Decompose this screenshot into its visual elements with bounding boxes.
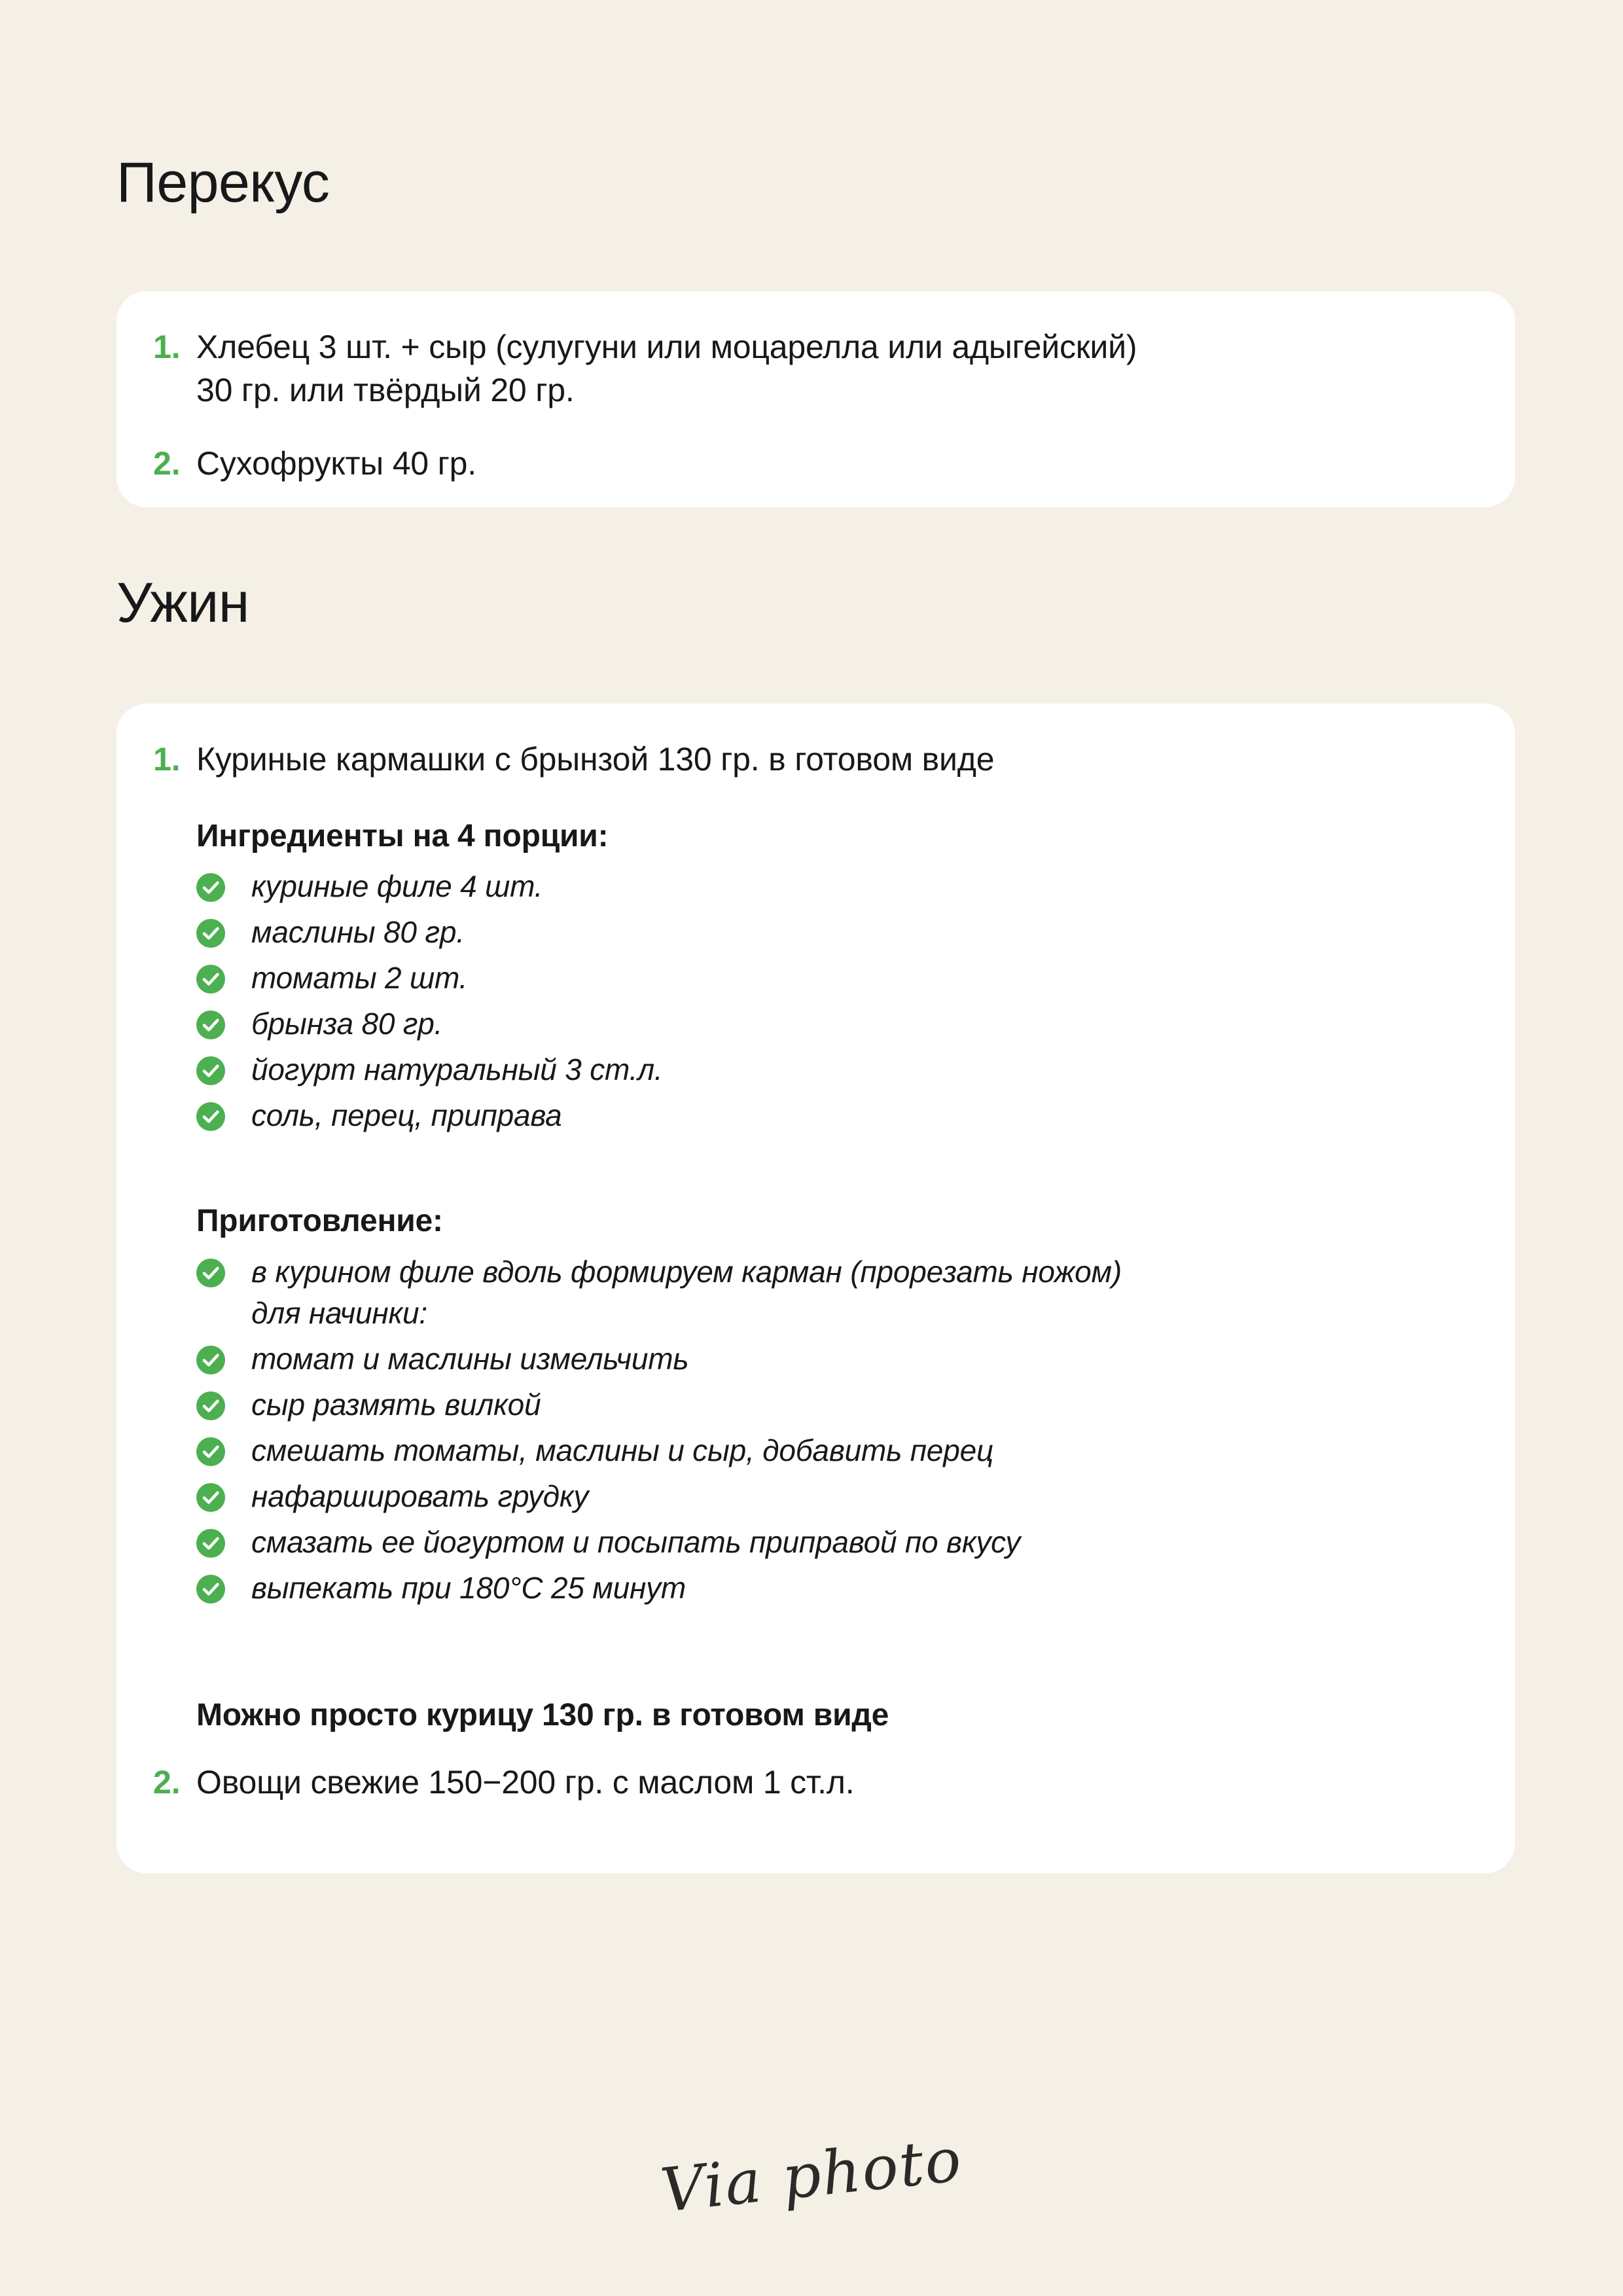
check-list-item xyxy=(196,958,1374,999)
check-list-item-text xyxy=(251,1095,562,1136)
check-list-item-line: нафаршировать грудку xyxy=(251,1479,589,1514)
check-circle-icon xyxy=(196,1529,225,1558)
list-marker: 1. xyxy=(153,741,181,778)
list-item xyxy=(153,1761,1370,1804)
list-item xyxy=(153,738,1370,781)
section-title-snack: Перекус xyxy=(116,151,330,214)
watermark-signature: Via photo xyxy=(657,2125,966,2226)
list-item-text xyxy=(196,442,476,485)
check-list-item xyxy=(196,912,1374,953)
list-item-line: Хлебец 3 шт. + сыр (сулугуни или моцарелла или адыгейский) xyxy=(196,329,1137,365)
check-circle-icon xyxy=(196,1346,225,1374)
check-list-item-text xyxy=(251,1049,663,1090)
check-list-item-text xyxy=(251,1251,1122,1334)
list-item-text xyxy=(196,325,1137,412)
check-list-item xyxy=(196,1338,1374,1380)
check-list-item-line: сыр размять вилкой xyxy=(251,1388,541,1422)
check-circle-icon xyxy=(196,1575,225,1604)
preparation-heading: Приготовление: xyxy=(196,1204,443,1238)
check-list-item-text xyxy=(251,1003,442,1045)
check-list-item-text xyxy=(251,1430,993,1471)
list-item-line: 30 гр. или твёрдый 20 гр. xyxy=(196,372,575,408)
check-list-item-line: куриные филе 4 шт. xyxy=(251,869,543,903)
check-list-item xyxy=(196,1522,1374,1563)
list-item-text xyxy=(196,738,994,781)
list-item-text xyxy=(196,1761,854,1804)
check-list-item-text xyxy=(251,866,543,907)
check-list-item xyxy=(196,1384,1374,1426)
check-list-item-line: в курином филе вдоль формируем карман (прорезать ножом) xyxy=(251,1255,1122,1289)
preparation-list xyxy=(196,1251,1374,1613)
check-list-item-text xyxy=(251,1522,1020,1563)
check-list-item-text xyxy=(251,912,465,953)
check-circle-icon xyxy=(196,1102,225,1131)
check-circle-icon xyxy=(196,1391,225,1420)
check-circle-icon xyxy=(196,1056,225,1085)
check-list-item-text xyxy=(251,1476,588,1517)
list-item-line: Сухофрукты 40 гр. xyxy=(196,445,476,482)
chicken-note: Можно просто курицу 130 гр. в готовом виде xyxy=(196,1698,889,1732)
check-list-item-line: смешать томаты, маслины и сыр, добавить перец xyxy=(251,1433,994,1468)
check-circle-icon xyxy=(196,919,225,948)
check-list-item xyxy=(196,1430,1374,1471)
check-list-item-text xyxy=(251,1338,688,1380)
list-item xyxy=(153,325,1370,412)
check-list-item xyxy=(196,1568,1374,1609)
check-list-item xyxy=(196,1095,1374,1136)
check-list-item xyxy=(196,1003,1374,1045)
check-list-item-line: йогурт натуральный 3 ст.л. xyxy=(251,1052,663,1087)
check-circle-icon xyxy=(196,1011,225,1039)
check-list-item xyxy=(196,1476,1374,1517)
check-circle-icon xyxy=(196,1259,225,1287)
check-list-item-line: смазать ее йогуртом и посыпать приправой по вкусу xyxy=(251,1525,1021,1560)
list-item-line: Овощи свежие 150−200 гр. с маслом 1 ст.л. xyxy=(196,1764,855,1801)
ingredients-list xyxy=(196,866,1374,1141)
check-list-item-line: томат и маслины измельчить xyxy=(251,1342,689,1376)
check-list-item-line: брынза 80 гр. xyxy=(251,1007,443,1041)
check-circle-icon xyxy=(196,873,225,902)
check-list-item-line: выпекать при 180°С 25 минут xyxy=(251,1571,687,1605)
check-list-item xyxy=(196,866,1374,907)
list-marker: 1. xyxy=(153,329,181,365)
list-marker: 2. xyxy=(153,445,181,482)
check-list-item-text xyxy=(251,1568,686,1609)
section-title-dinner: Ужин xyxy=(116,571,249,634)
check-circle-icon xyxy=(196,965,225,994)
check-circle-icon xyxy=(196,1437,225,1466)
list-item-line: Куриные кармашки с брынзой 130 гр. в готовом виде xyxy=(196,741,995,778)
check-list-item xyxy=(196,1251,1374,1334)
check-list-item-line: соль, перец, приправа xyxy=(251,1098,562,1133)
ingredients-heading: Ингредиенты на 4 порции: xyxy=(196,819,609,853)
check-list-item xyxy=(196,1049,1374,1090)
check-list-item-line: для начинки: xyxy=(251,1296,427,1331)
check-circle-icon xyxy=(196,1483,225,1512)
check-list-item-line: маслины 80 гр. xyxy=(251,915,465,950)
check-list-item-line: томаты 2 шт. xyxy=(251,961,468,996)
list-marker: 2. xyxy=(153,1764,181,1801)
check-list-item-text xyxy=(251,1384,541,1426)
list-item xyxy=(153,442,1370,485)
check-list-item-text xyxy=(251,958,467,999)
